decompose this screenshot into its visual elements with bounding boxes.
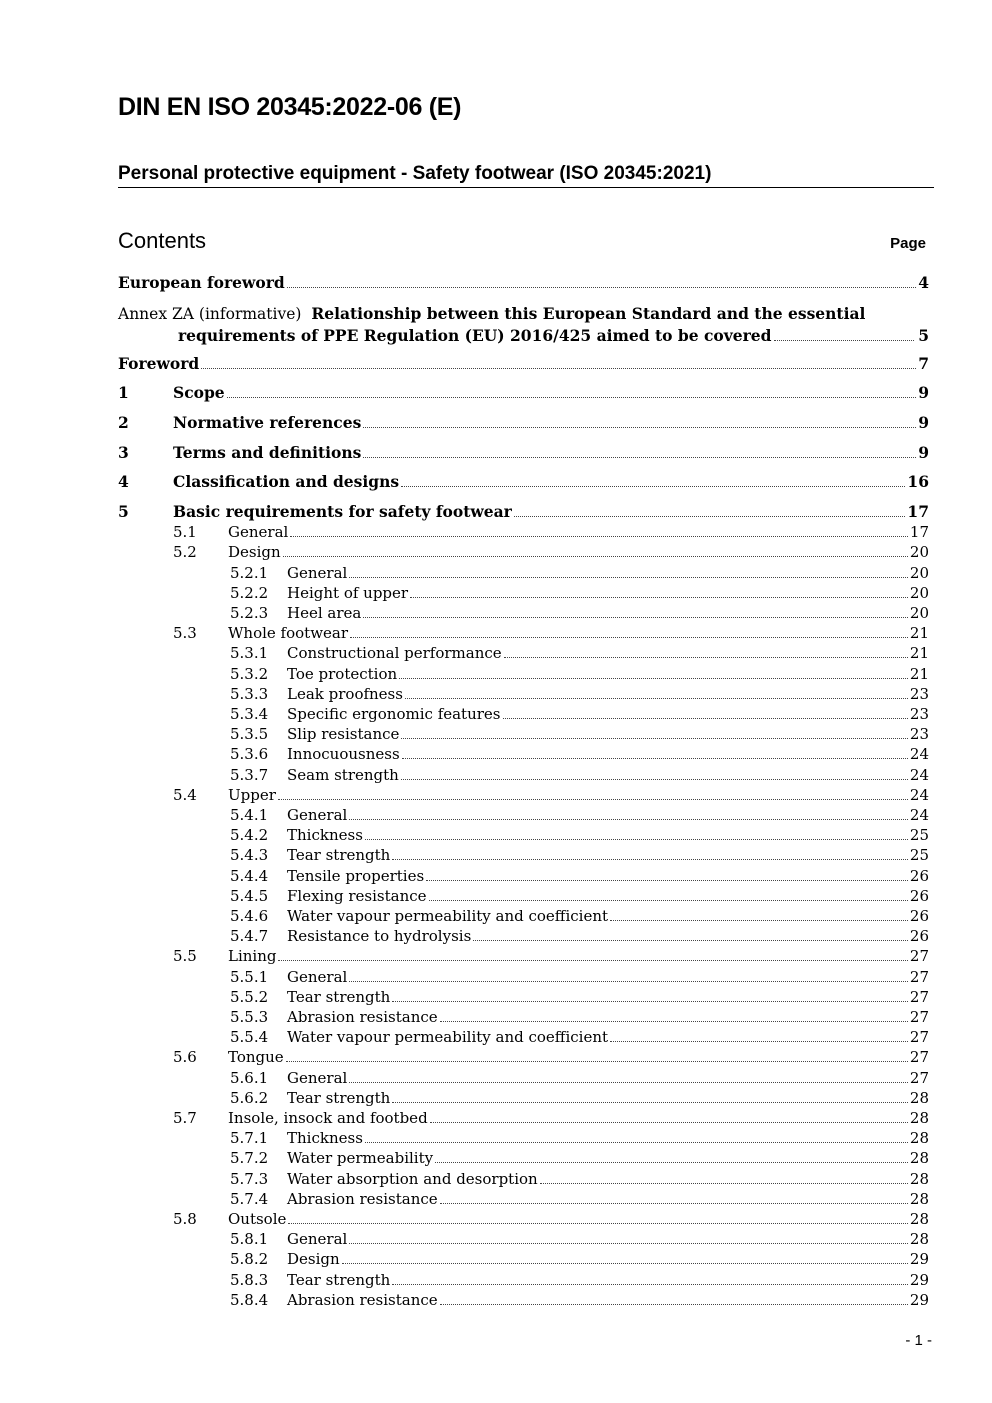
- toc-entry-page: 28: [909, 1129, 929, 1148]
- toc-entry-title: Terms and definitions: [173, 443, 362, 462]
- toc-entry-page: 21: [909, 624, 929, 643]
- toc-entry-number: 5.6.2: [230, 1088, 269, 1107]
- document-subtitle: Personal protective equipment - Safety footwear (ISO 20345:2021): [118, 163, 934, 188]
- toc-entry[interactable]: [118, 443, 929, 463]
- toc-entry-page: 23: [909, 725, 929, 744]
- toc-entry[interactable]: [118, 946, 929, 966]
- dot-leader: [365, 1141, 908, 1143]
- toc-entry-page: 25: [909, 846, 929, 865]
- dot-leader: [201, 367, 916, 369]
- toc-entry-title: Foreword: [118, 354, 200, 373]
- toc-entry-title: Tear strength: [287, 846, 391, 865]
- dot-leader: [514, 515, 906, 517]
- toc-entry[interactable]: [118, 603, 929, 623]
- toc-entry-page: 17: [907, 502, 929, 521]
- toc-entry-page: 29: [909, 1270, 929, 1289]
- toc-entry-page: 28: [909, 1088, 929, 1107]
- toc-entry-title: Whole footwear: [228, 624, 349, 643]
- dot-leader: [278, 798, 908, 800]
- toc-entry-page: 29: [909, 1250, 929, 1269]
- toc-entry-number: 5.5: [173, 947, 197, 966]
- toc-entry-number: 5.8: [173, 1210, 197, 1228]
- annex-title-line-1: Relationship between this European Standard and the essential: [311, 304, 866, 323]
- dot-leader: [405, 697, 908, 699]
- toc-entry-title: Thickness: [287, 1129, 363, 1148]
- toc-entry[interactable]: [118, 664, 929, 684]
- toc-entry[interactable]: [118, 1148, 929, 1168]
- toc-entry-title: Leak proofness: [287, 684, 403, 703]
- toc-entry-page: 24: [909, 806, 929, 824]
- toc-entry-title: Abrasion resistance: [287, 1290, 438, 1309]
- toc-entry-european-foreword[interactable]: [118, 273, 929, 293]
- dot-leader: [349, 980, 908, 982]
- annex-title-line-2: requirements of PPE Regulation (EU) 2016/425 aimed to be covered: [178, 326, 772, 345]
- toc-entry-page: 24: [909, 765, 929, 784]
- toc-entry-page: 26: [909, 886, 929, 905]
- dot-leader: [402, 757, 908, 759]
- toc-entry-page: 20: [909, 543, 929, 562]
- toc-entry-title: Flexing resistance: [287, 886, 427, 905]
- toc-entry-number: 5.3.4: [230, 705, 269, 723]
- toc-entry-title: Tensile properties: [287, 866, 425, 885]
- dot-leader: [610, 1040, 908, 1042]
- toc-entry-number: 5.3.6: [230, 745, 269, 764]
- toc-entry-title: Classification and designs: [173, 472, 400, 491]
- toc-entry[interactable]: [118, 472, 929, 492]
- toc-entry-title: Slip resistance: [287, 725, 400, 744]
- toc-entry-title: Abrasion resistance: [287, 1008, 438, 1026]
- toc-entry-number: 5.2.2: [230, 583, 269, 602]
- toc-entry-page: 28: [909, 1169, 929, 1188]
- toc-entry-number: 5: [118, 502, 129, 521]
- dot-leader: [349, 1242, 908, 1244]
- dot-leader: [399, 677, 908, 679]
- toc-entry-title: Tear strength: [287, 987, 391, 1006]
- dot-leader: [350, 636, 908, 638]
- dot-leader: [401, 737, 908, 739]
- toc-entry[interactable]: [118, 1209, 929, 1229]
- dot-leader: [283, 555, 908, 557]
- toc-entry-number: 5.5.4: [230, 1028, 269, 1047]
- toc-entry-page: 27: [909, 947, 929, 966]
- toc-entry[interactable]: [118, 724, 929, 744]
- toc-entry-number: 3: [118, 443, 129, 462]
- toc-entry[interactable]: [118, 1088, 929, 1108]
- toc-entry[interactable]: [118, 744, 929, 764]
- toc-entry-page: 28: [909, 1189, 929, 1208]
- toc-entry[interactable]: [118, 1108, 929, 1128]
- toc-entry-number: 5.2.3: [230, 604, 269, 622]
- toc-entry[interactable]: [118, 522, 929, 542]
- toc-entry-page: 17: [909, 523, 929, 542]
- toc-entry-number: 5.8.2: [230, 1250, 269, 1269]
- toc-entry-title: Abrasion resistance: [287, 1189, 438, 1208]
- toc-entry[interactable]: [118, 765, 929, 785]
- toc-entry-page: 29: [909, 1290, 929, 1309]
- toc-entry-number: 5.4.4: [230, 866, 269, 885]
- toc-entry-title: General: [287, 967, 348, 986]
- toc-entry-number: 4: [118, 472, 129, 491]
- toc-entry-number: 5.3.3: [230, 684, 269, 703]
- dot-leader: [349, 818, 908, 820]
- dot-leader: [392, 1283, 908, 1285]
- toc-entry-title: Water vapour permeability and coefficient: [287, 907, 609, 925]
- toc-entry[interactable]: [118, 563, 929, 583]
- toc-entry-page: 20: [909, 583, 929, 602]
- toc-entry-number: 5.4.6: [230, 907, 269, 925]
- toc-entry-number: 5.5.3: [230, 1008, 269, 1026]
- dot-leader: [540, 1182, 908, 1184]
- toc-entry-title: Scope: [173, 383, 225, 402]
- toc-entry-page: 21: [909, 644, 929, 663]
- toc-entry[interactable]: [118, 886, 929, 906]
- toc-entry-title: Basic requirements for safety footwear: [173, 502, 512, 521]
- toc-entry-page: 24: [909, 745, 929, 764]
- toc-entry-number: 5.4.5: [230, 886, 269, 905]
- toc-entry-title: Design: [287, 1250, 340, 1269]
- toc-entry-title: European foreword: [118, 273, 285, 292]
- toc-entry-number: 5.4.1: [230, 806, 269, 824]
- toc-entry-number: 5.6: [173, 1048, 197, 1067]
- toc-entry[interactable]: [118, 623, 929, 643]
- dot-leader: [610, 919, 908, 921]
- dot-leader: [410, 596, 908, 598]
- toc-entry[interactable]: [118, 1270, 929, 1290]
- dot-leader: [392, 858, 908, 860]
- toc-entry-number: 5.4.3: [230, 846, 269, 865]
- toc-entry-page: 26: [909, 927, 929, 946]
- toc-entry-title: Toe protection: [287, 664, 398, 683]
- toc-entry[interactable]: [118, 845, 929, 865]
- toc-entry[interactable]: [118, 1229, 929, 1249]
- toc-entry-page: 20: [909, 604, 929, 622]
- dot-leader: [363, 616, 908, 618]
- dot-leader: [504, 656, 908, 658]
- toc-entry-title: Upper: [228, 785, 276, 804]
- toc-entry-page: 9: [918, 383, 929, 402]
- toc-entry-number: 1: [118, 383, 129, 402]
- toc-entry[interactable]: [118, 805, 929, 825]
- toc-entry-title: Design: [228, 543, 281, 562]
- toc-entry[interactable]: [118, 1027, 929, 1047]
- dot-leader: [401, 485, 905, 487]
- toc-entry-number: 5.5.2: [230, 987, 269, 1006]
- dot-leader: [342, 1262, 908, 1264]
- toc-entry-number: 5.2.1: [230, 563, 269, 582]
- toc-entry-title: Specific ergonomic features: [287, 705, 501, 723]
- toc-entry-page: 28: [909, 1109, 929, 1127]
- toc-entry[interactable]: [118, 1290, 929, 1310]
- dot-leader: [365, 838, 908, 840]
- toc-entry-page: 5: [918, 326, 929, 345]
- toc-entry-title: Innocuousness: [287, 745, 400, 764]
- toc-entry[interactable]: [118, 866, 929, 886]
- toc-entry-title: Outsole: [228, 1210, 287, 1228]
- toc-entry-page: 27: [909, 1008, 929, 1026]
- toc-entry-number: 5.3.5: [230, 725, 269, 744]
- toc-entry[interactable]: [118, 926, 929, 946]
- toc-entry-title: General: [287, 1068, 348, 1087]
- toc-entry[interactable]: [118, 684, 929, 704]
- page-column-label: Page: [890, 235, 926, 252]
- dot-leader: [440, 1202, 908, 1204]
- toc-entry-title: General: [287, 563, 348, 582]
- dot-leader: [392, 1101, 908, 1103]
- dot-leader: [503, 717, 908, 719]
- toc-entry-page: 27: [909, 1068, 929, 1087]
- dot-leader: [278, 959, 907, 961]
- dot-leader: [473, 939, 908, 941]
- toc-entry-number: 5.8.3: [230, 1270, 269, 1289]
- toc-entry[interactable]: [118, 383, 929, 403]
- toc-entry[interactable]: [118, 1249, 929, 1269]
- toc-entry-title: Thickness: [287, 826, 363, 845]
- dot-leader: [392, 1000, 908, 1002]
- toc-entry-title: Heel area: [287, 604, 362, 622]
- annex-prefix: Annex ZA (informative): [118, 305, 302, 323]
- toc-entry-page: 9: [918, 413, 929, 432]
- toc-entry-title: Tear strength: [287, 1270, 391, 1289]
- dot-leader: [401, 778, 908, 780]
- toc-entry[interactable]: [118, 906, 929, 926]
- toc-entry[interactable]: [118, 542, 929, 562]
- toc-entry[interactable]: [118, 987, 929, 1007]
- toc-entry-title: Tear strength: [287, 1088, 391, 1107]
- toc-entry-title: Water vapour permeability and coefficient: [287, 1028, 609, 1047]
- toc-entry[interactable]: [118, 1047, 929, 1067]
- toc-entry-number: 2: [118, 413, 129, 432]
- toc-entry-page: 21: [909, 664, 929, 683]
- toc-entry-page: 26: [909, 866, 929, 885]
- toc-entry-number: 5.7: [173, 1109, 197, 1127]
- toc-entry-page: 27: [909, 1048, 929, 1067]
- toc-entry-title: Height of upper: [287, 583, 409, 602]
- toc-entry-title: Normative references: [173, 413, 362, 432]
- toc-entry-page: 24: [909, 785, 929, 804]
- toc-entry-page: 9: [918, 443, 929, 462]
- toc-entry[interactable]: [118, 1068, 929, 1088]
- toc-entry-number: 5.8.4: [230, 1290, 269, 1309]
- toc-entry-page: 28: [909, 1149, 929, 1168]
- toc-entry-number: 5.2: [173, 543, 197, 562]
- toc-entry-number: 5.6.1: [230, 1068, 269, 1087]
- toc-entry-title: General: [287, 1230, 348, 1249]
- dot-leader: [363, 456, 916, 458]
- toc-entry-page: 28: [909, 1210, 929, 1228]
- toc-entry-page: 25: [909, 826, 929, 845]
- toc-entry-page: 23: [909, 705, 929, 723]
- toc-entry-title: General: [228, 523, 289, 542]
- toc-entry-number: 5.8.1: [230, 1230, 269, 1249]
- toc-entry-number: 5.3.2: [230, 664, 269, 683]
- toc-entry-number: 5.1: [173, 523, 197, 542]
- toc-entry-title: Lining: [228, 947, 277, 966]
- dot-leader: [429, 899, 908, 901]
- toc-entry-title: Tongue: [228, 1048, 284, 1067]
- toc-entry-page: 7: [918, 354, 929, 373]
- page-number: - 1 -: [905, 1332, 932, 1349]
- toc-entry-number: 5.5.1: [230, 967, 269, 986]
- annex-line-2: [118, 325, 929, 347]
- toc-entry-title: Water permeability: [287, 1149, 434, 1168]
- dot-leader: [286, 1060, 908, 1062]
- toc-entry-page: 26: [909, 907, 929, 925]
- toc-entry-page: 27: [909, 967, 929, 986]
- toc-entry-number: 5.3.1: [230, 644, 269, 663]
- toc-entry-page: 27: [909, 987, 929, 1006]
- toc-entry[interactable]: [118, 1169, 929, 1189]
- toc-entry-number: 5.7.1: [230, 1129, 269, 1148]
- toc-entry[interactable]: [118, 825, 929, 845]
- toc-entry-page: 28: [909, 1230, 929, 1249]
- toc-entry[interactable]: [118, 502, 929, 522]
- toc-entry-number: 5.7.2: [230, 1149, 269, 1168]
- toc-entry[interactable]: [118, 354, 929, 374]
- toc-entry[interactable]: [118, 413, 929, 433]
- dot-leader: [288, 1222, 908, 1224]
- toc-entry[interactable]: [118, 704, 929, 724]
- toc-entry-number: 5.4.2: [230, 826, 269, 845]
- contents-heading: Contents: [118, 228, 207, 253]
- toc-entry-title: General: [287, 806, 348, 824]
- dot-leader: [349, 576, 908, 578]
- toc-entry[interactable]: [118, 643, 929, 663]
- toc-entry-number: 5.3: [173, 624, 197, 643]
- toc-entry[interactable]: [118, 1007, 929, 1027]
- dot-leader: [430, 1121, 908, 1123]
- toc-entry-title: Seam strength: [287, 765, 399, 784]
- dot-leader: [426, 879, 908, 881]
- dot-leader: [287, 286, 916, 288]
- toc-entry-number: 5.7.3: [230, 1169, 269, 1188]
- toc-entry-annex-za[interactable]: [118, 303, 929, 347]
- toc-entry[interactable]: [118, 967, 929, 987]
- dot-leader: [363, 426, 916, 428]
- dot-leader: [349, 1081, 908, 1083]
- toc-entry[interactable]: [118, 785, 929, 805]
- dot-leader: [774, 339, 915, 341]
- toc-entry-title: Resistance to hydrolysis: [287, 927, 472, 946]
- toc-entry[interactable]: [118, 1189, 929, 1209]
- toc-entry-page: 16: [907, 472, 929, 491]
- toc-entry-page: 20: [909, 563, 929, 582]
- dot-leader: [227, 396, 917, 398]
- toc-entry-title: Insole, insock and footbed: [228, 1109, 428, 1127]
- toc-entry-page: 4: [918, 273, 929, 292]
- dot-leader: [435, 1161, 908, 1163]
- toc-entry-number: 5.4: [173, 785, 197, 804]
- dot-leader: [440, 1303, 908, 1305]
- toc-entry[interactable]: [118, 1128, 929, 1148]
- toc-entry-number: 5.3.7: [230, 765, 269, 784]
- toc-entry-number: 5.7.4: [230, 1189, 269, 1208]
- annex-line-1: [118, 303, 929, 325]
- dot-leader: [440, 1020, 908, 1022]
- toc-entry-title: Water absorption and desorption: [287, 1169, 538, 1188]
- toc-entry-title: Constructional performance: [287, 644, 502, 663]
- toc-entry-number: 5.4.7: [230, 927, 269, 946]
- document-id: DIN EN ISO 20345:2022-06 (E): [118, 93, 462, 121]
- toc-entry-page: 27: [909, 1028, 929, 1047]
- dot-leader: [290, 535, 908, 537]
- toc-entry[interactable]: [118, 583, 929, 603]
- toc-entry-page: 23: [909, 684, 929, 703]
